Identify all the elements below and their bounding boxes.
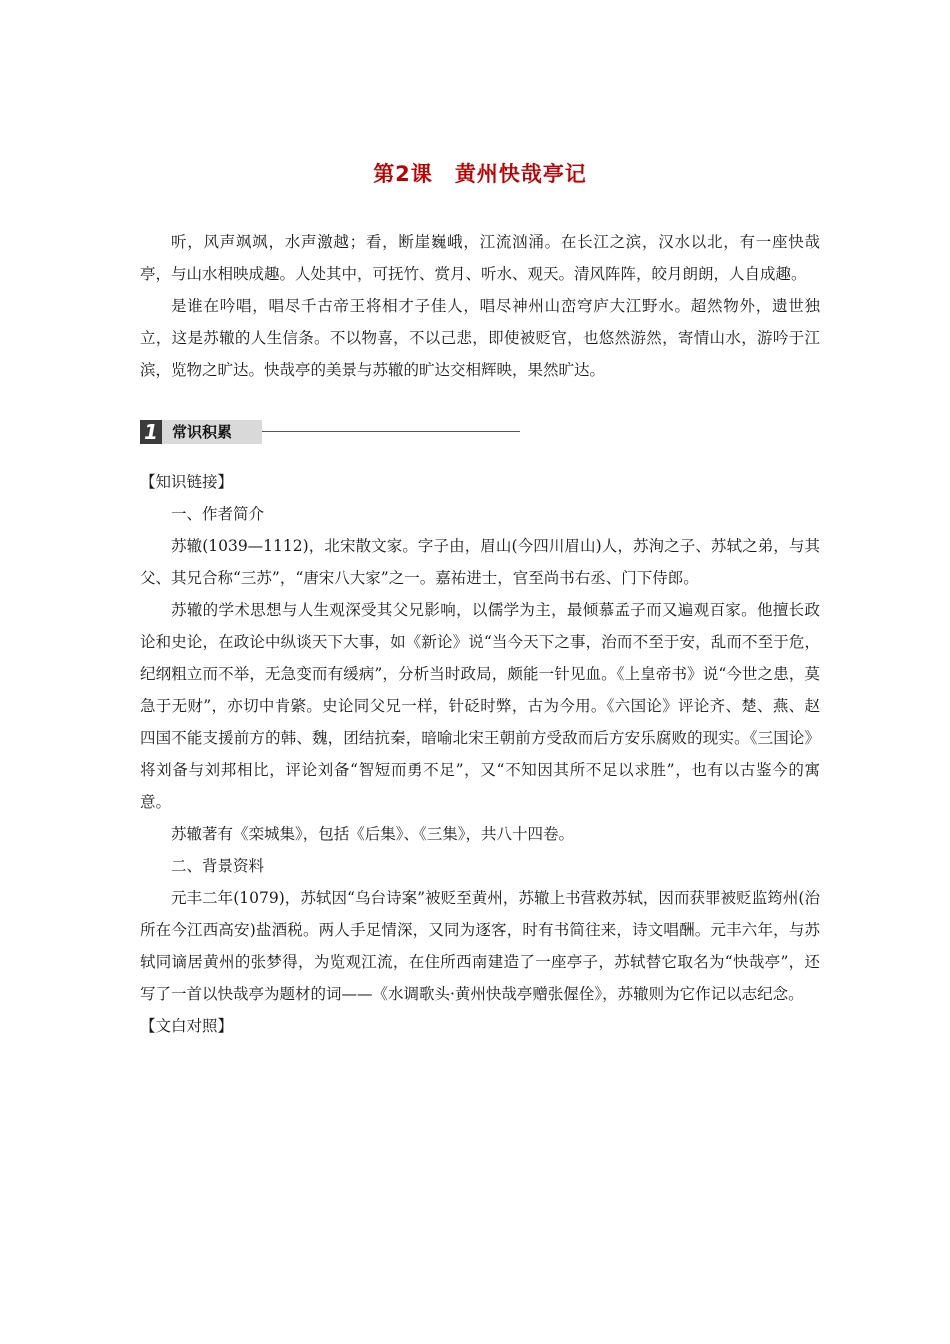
section-number-badge: 1 [140,420,162,444]
background-heading: 二、背景资料 [171,857,265,875]
page-title [140,158,820,188]
background-paragraph: 元丰二年(1079)，苏轼因“乌台诗案”被贬至黄州，苏辙上书营救苏轼，因而获罪被贬监筠州(治所在今江西高安)盐酒税。两人手足情深，又同为逐客，时有书简往来，诗文唱酬。元丰六年，与苏轼同谪居黄州的张梦得，为览观江流，在住所西南建造了一座亭子，苏轼替它取名为“快哉亭”，还写了一首以快哉亭为题材的词——《水调歌头·黄州快哉亭赠张偓佺》，苏辙则为它作记以志纪念。 [140,889,820,1003]
lesson-name: 黄州快哉亭记 [454,162,587,186]
knowledge-section [140,466,820,1042]
author-intro-heading: 一、作者简介 [171,505,265,523]
knowledge-link-header: 【知识链接】 [140,473,234,491]
section-title: 常识积累 [162,420,262,444]
intro-paragraph: 听，风声飒飒，水声激越；看，断崖巍峨，江流汹涌。在长江之滨，汉水以北，有一座快哉亭，与山水相映成趣。人处其中，可抚竹、赏月、听水、观天。清风阵阵，皎月朗朗，人自成趣。 [140,233,820,283]
section-divider [262,431,520,432]
author-paragraph: 苏辙(1039—1112)，北宋散文家。字子由，眉山(今四川眉山)人，苏洵之子、苏轼之弟，与其父、其兄合称“三苏”，“唐宋八大家”之一。嘉祐进士，官至尚书右丞、门下侍郎。 [140,537,820,587]
section-header [140,420,520,444]
lesson-number: 第2课 [373,162,433,186]
author-paragraph: 苏辙著有《栾城集》，包括《后集》、《三集》，共八十四卷。 [171,825,575,843]
author-paragraph: 苏辙的学术思想与人生观深受其父兄影响，以儒学为主，最倾慕孟子而又遍观百家。他擅长政论和史论，在政论中纵谈天下大事，如《新论》说“当今天下之事，治而不至于安，乱而不至于危，纪纲粗立而不举，无急变而有缓病”，分析当时政局，颇能一针见血。《上皇帝书》说“今世之患，莫急于无财”，亦切中肯綮。史论同父兄一样，针砭时弊，古为今用。《六国论》评论齐、楚、燕、赵四国不能支援前方的韩、魏，团结抗秦，暗喻北宋王朝前方受敌而后方安乐腐败的现实。《三国论》将刘备与刘邦相比，评论刘备“智短而勇不足”，又“不知因其所不足以求胜”，也有以古鉴今的寓意。 [140,601,820,811]
intro-paragraph: 是谁在吟唱，唱尽千古帝王将相才子佳人，唱尽神州山峦穹庐大江野水。超然物外，遗世独立，这是苏辙的人生信条。不以物喜，不以己悲，即使被贬官，也悠然游然，寄情山水，游吟于江滨，览物之旷达。快哉亭的美景与苏辙的旷达交相辉映，果然旷达。 [140,297,820,379]
intro-section [140,226,820,386]
translation-header: 【文白对照】 [140,1017,234,1035]
